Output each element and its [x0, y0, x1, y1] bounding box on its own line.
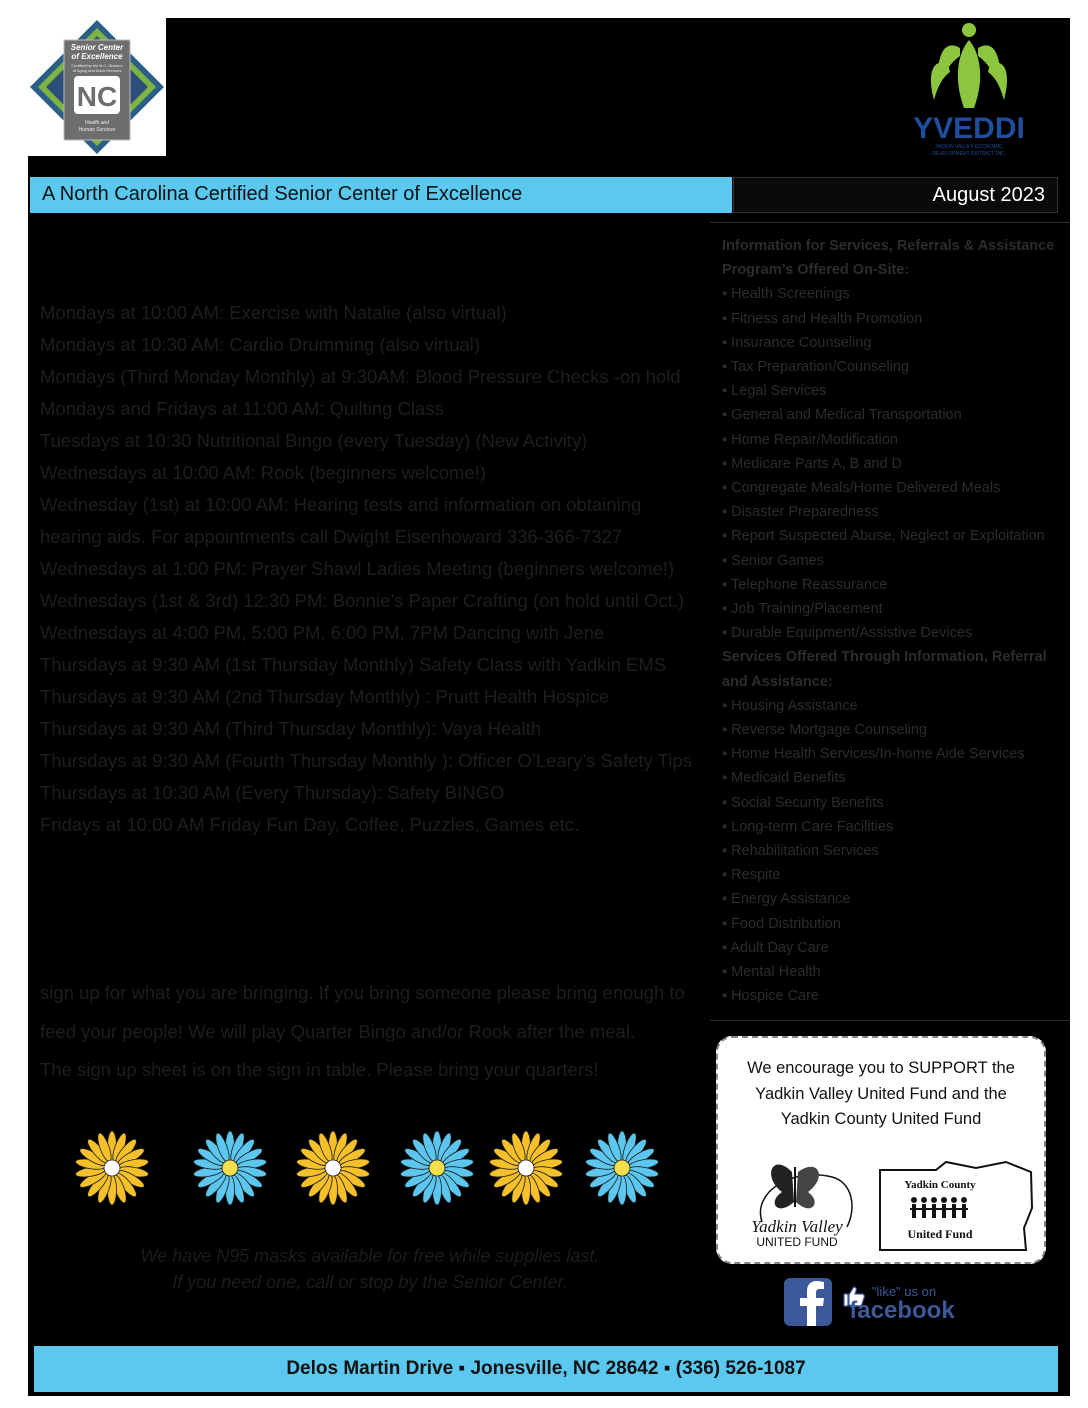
badge-line-1: Senior Center: [70, 43, 124, 52]
service-item: ▪ Disaster Preparedness: [722, 504, 879, 521]
facebook-like-badge[interactable]: [784, 1276, 964, 1334]
footer-address: Delos Martin Drive ▪ Jonesville, NC 28642 ▪ (336) 526-1087: [286, 1358, 806, 1379]
referral-item: ▪ Respite: [722, 867, 781, 884]
referral-item: ▪ Energy Assistance: [722, 891, 851, 908]
logo2-line1: Yadkin County: [904, 1179, 976, 1191]
referral-item: ▪ Rehabilitation Services: [722, 843, 879, 860]
subtitle-text: A North Carolina Certified Senior Center of Excellence: [42, 183, 523, 205]
services-heading: Information for Services, Referrals & Assistance: [722, 238, 1055, 254]
service-item: ▪ Tax Preparation/Counseling: [722, 359, 910, 376]
schedule-line: Thursdays at 9:30 AM (2nd Thursday Monthly) : Pruitt Health Hospice: [40, 686, 610, 707]
referral-item: ▪ Food Distribution: [722, 915, 841, 932]
schedule-line: Fridays at 10:00 AM Friday Fun Day, Coffee, Puzzles, Games etc.: [40, 814, 580, 835]
schedule-line: Wednesdays at 1:00 PM: Prayer Shawl Ladies Meeting (beginners welcome!): [40, 558, 675, 579]
potluck-paragraph: [40, 974, 700, 1090]
schedule-line: Thursdays at 9:30 AM (Fourth Thursday Monthly ): Officer O’Leary’s Safety Tips: [40, 750, 692, 771]
schedule-line: Mondays (Third Monday Monthly) at 9:30AM: Blood Pressure Checks -on hold: [40, 366, 681, 387]
service-item: ▪ Legal Services: [722, 383, 827, 400]
schedule-line: Thursdays at 10:30 AM (Every Thursday): Safety BINGO: [40, 782, 505, 803]
badge-line-2: of Excellence: [71, 52, 123, 61]
referral-item: ▪ Hospice Care: [722, 988, 820, 1005]
service-item: ▪ Insurance Counseling: [722, 334, 872, 351]
service-item: ▪ Health Screenings: [722, 286, 850, 303]
sidebar-divider-top: [710, 222, 1070, 223]
logo1-line2: UNITED FUND: [756, 1235, 838, 1249]
referral-item: ▪ Medicaid Benefits: [722, 770, 846, 787]
yveddi-name: YVEDDI: [913, 112, 1025, 145]
referral-heading: Services Offered Through Information, Referral: [722, 649, 1047, 666]
united-fund-support-box: [716, 1036, 1046, 1264]
logo1-line1: Yadkin Valley: [751, 1217, 843, 1236]
schedule-line: Tuesdays at 10:30 Nutritional Bingo (every Tuesday) (New Activity): [40, 430, 588, 451]
facebook-badge-graphic: [784, 1276, 964, 1334]
sidebar-divider-bottom: [710, 1020, 1070, 1021]
date-band: [733, 177, 1058, 213]
referral-item: ▪ Home Health Services/In-home Aide Services: [722, 746, 1025, 763]
schedule-line: Wednesday (1st) at 10:00 AM: Hearing tests and information on obtaining: [40, 494, 642, 515]
services-list: [722, 234, 1062, 1009]
service-item: ▪ Report Suspected Abuse, Neglect or Exploitation: [722, 528, 1045, 545]
support-line: We encourage you to SUPPORT the: [747, 1059, 1015, 1077]
daisy-icon: [489, 1131, 563, 1205]
schedule-line: hearing aids. For appointments call Dwight Eisenhoward 336-366-7327: [40, 526, 623, 547]
referral-item: ▪ Long-term Care Facilities: [722, 818, 894, 835]
referral-item: ▪ Mental Health: [722, 964, 821, 981]
yadkin-county-united-fund-logo: [876, 1158, 1036, 1254]
referral-subheading: and Assistance:: [722, 673, 833, 690]
yadkin-valley-united-fund-logo: [732, 1152, 862, 1252]
service-item: ▪ Job Training/Placement: [722, 601, 883, 618]
badge-mark: NC: [76, 81, 118, 112]
daisy-icon: [585, 1131, 659, 1205]
service-item: ▪ Medicare Parts A, B and D: [722, 455, 903, 472]
yveddi-sub-2: DEVELOPMENT DISTRICT, INC.: [931, 151, 1007, 157]
badge-line-4: of Aging and Adult Services: [72, 68, 122, 73]
service-item: ▪ General and Medical Transportation: [722, 407, 962, 424]
masks-notice: [70, 1243, 670, 1295]
support-line: Yadkin County United Fund: [780, 1110, 982, 1128]
footer-band: [34, 1346, 1058, 1392]
daisy-icon: [75, 1131, 149, 1205]
schedule-line: Thursdays at 9:30 AM (1st Thursday Monthly) Safety Class with Yadkin EMS: [40, 654, 667, 675]
referral-item: ▪ Social Security Benefits: [722, 794, 884, 811]
weekly-schedule: [40, 297, 700, 841]
service-item: ▪ Durable Equipment/Assistive Devices: [722, 625, 973, 642]
badge-line-5: Health and: [84, 120, 110, 126]
support-line: Yadkin Valley United Fund and the: [755, 1084, 1007, 1103]
masks-line: We have N95 masks available for free while supplies last.: [140, 1246, 600, 1266]
support-text: [718, 1056, 1044, 1133]
service-item: ▪ Home Repair/Modification: [722, 431, 898, 448]
schedule-line: Wednesdays (1st & 3rd) 12:30 PM: Bonnie’s Paper Crafting (on hold until Oct.): [40, 590, 685, 611]
potluck-line: feed your people! We will play Quarter Bingo and/or Rook after the meal.: [40, 1020, 636, 1042]
yveddi-sub-1: YADKIN VALLEY ECONOMIC: [935, 144, 1003, 150]
service-item: ▪ Senior Games: [722, 552, 824, 569]
subtitle-band: [30, 177, 732, 213]
schedule-line: Mondays and Fridays at 11:00 AM: Quilting Class: [40, 398, 444, 419]
masks-line: If you need one, call or stop by the Senior Center.: [172, 1272, 568, 1292]
daisy-icon: [296, 1131, 370, 1205]
referral-item: ▪ Reverse Mortgage Counseling: [722, 722, 928, 739]
nc-center-of-excellence-logo: [28, 18, 166, 156]
schedule-line: Thursdays at 9:30 AM (Third Thursday Monthly): Vaya Health: [40, 718, 542, 739]
butterfly-icon: [771, 1165, 819, 1209]
potluck-line: sign up for what you are bringing. If you bring someone please bring enough to: [40, 982, 685, 1003]
referral-item: ▪ Housing Assistance: [722, 697, 858, 714]
service-item: ▪ Fitness and Health Promotion: [722, 310, 923, 327]
daisy-icon: [400, 1131, 474, 1205]
daisy-icon: [193, 1131, 267, 1205]
schedule-line: Mondays at 10:30 AM: Cardio Drumming (also virtual): [40, 334, 481, 355]
service-item: ▪ Telephone Reassurance: [722, 576, 888, 593]
potluck-line: The sign up sheet is on the sign in table. Please bring your quarters!: [40, 1059, 599, 1080]
logo2-line2: United Fund: [907, 1227, 973, 1241]
nc-badge-logo: [28, 18, 166, 156]
schedule-line: Wednesdays at 4:00 PM, 5:00 PM, 6:00 PM, 7PM Dancing with Jene: [40, 622, 605, 643]
referral-item: ▪ Adult Day Care: [722, 939, 829, 956]
facebook-brand: facebook: [849, 1297, 955, 1324]
schedule-line: Wednesdays at 10:00 AM: Rook (beginners welcome!): [40, 462, 486, 483]
service-item: ▪ Congregate Meals/Home Delivered Meals: [722, 480, 1001, 497]
yveddi-logo: [898, 18, 1040, 160]
schedule-line: Mondays at 10:00 AM: Exercise with Natalie (also virtual): [40, 302, 507, 323]
services-subheading: Program’s Offered On-Site:: [722, 262, 910, 279]
badge-line-3: Certified by the N.C. Division: [71, 63, 123, 68]
like-text: "like" us on: [871, 1284, 937, 1299]
facebook-icon: [784, 1278, 832, 1326]
yveddi-logo-graphic: [898, 18, 1040, 160]
issue-date: August 2023: [932, 184, 1045, 206]
badge-line-6: Human Services: [78, 127, 116, 133]
flower-row: [70, 1130, 670, 1210]
